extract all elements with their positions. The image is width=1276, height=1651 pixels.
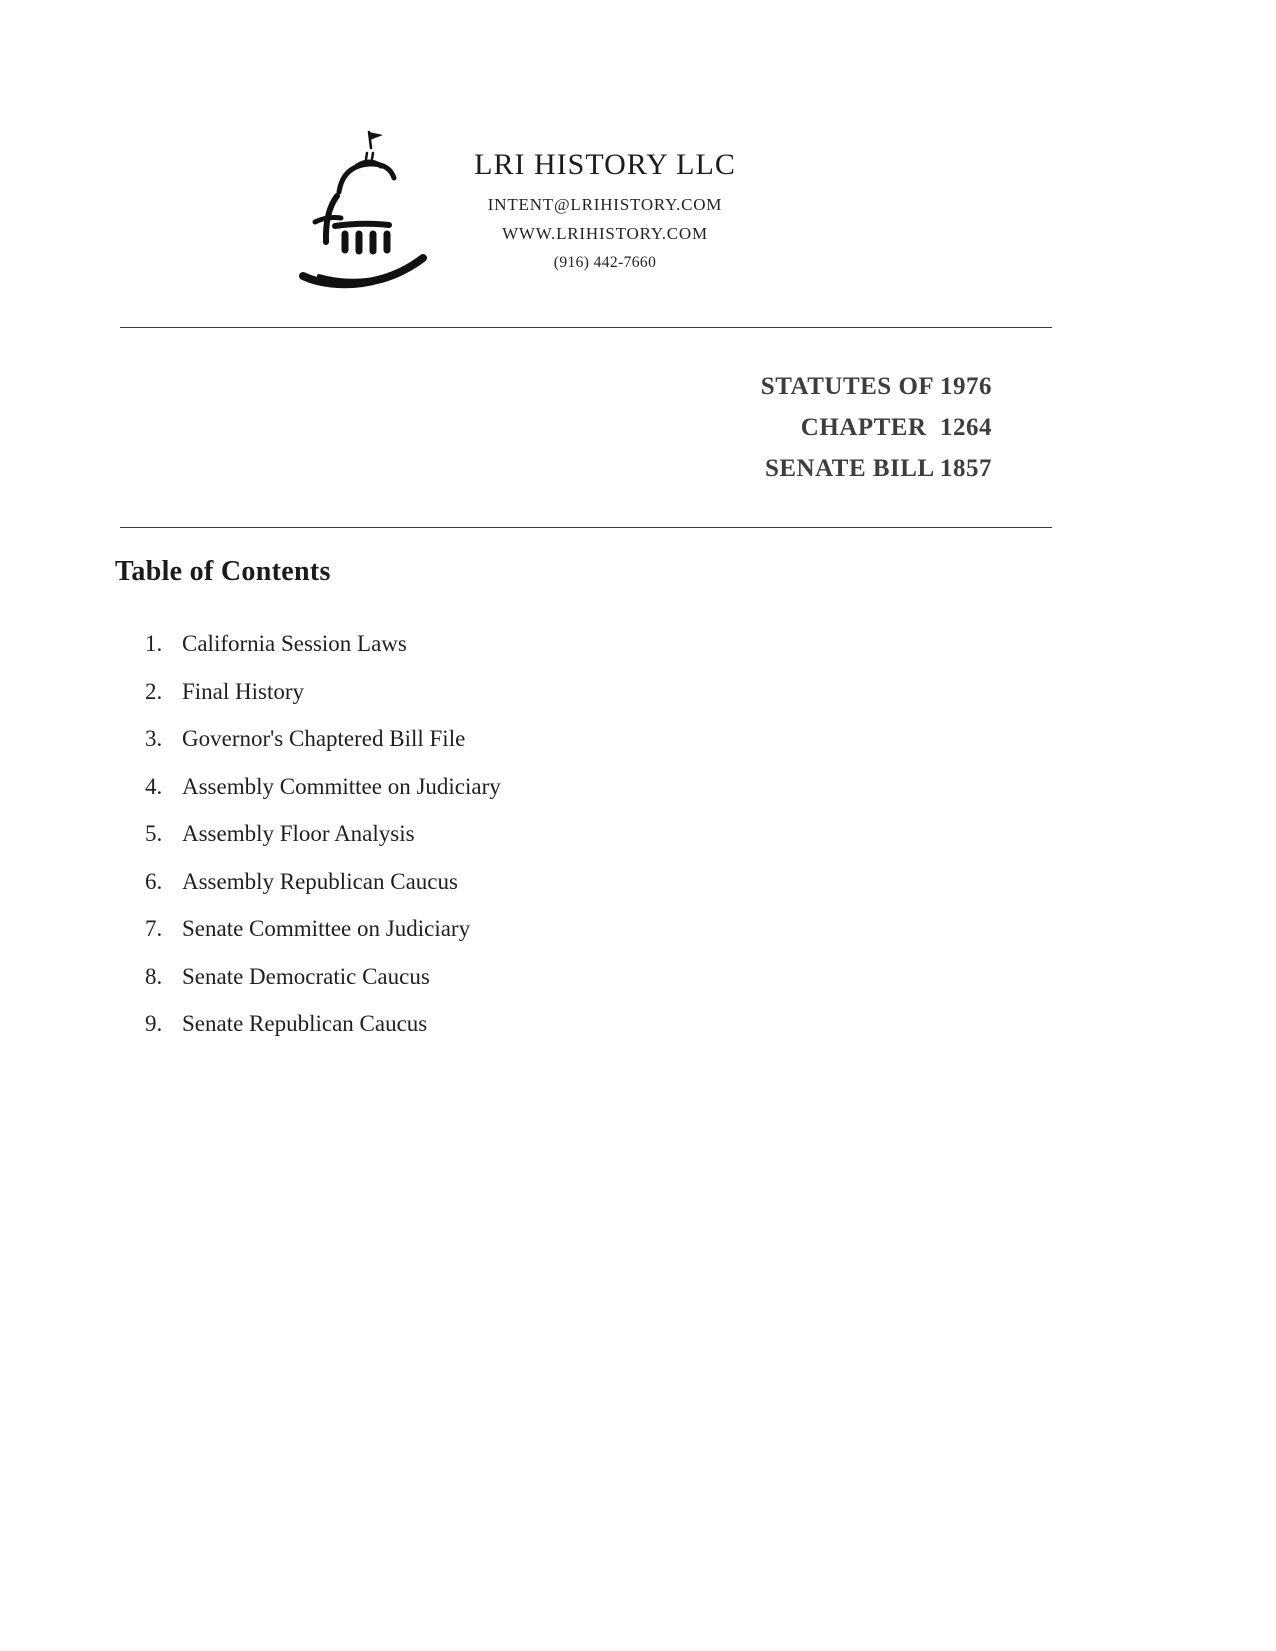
chapter-line: CHAPTER 1264 bbox=[800, 414, 992, 441]
toc-item-7: Senate Committee on Judiciary bbox=[182, 916, 471, 941]
toc-item-9: Senate Republican Caucus bbox=[182, 1011, 428, 1036]
toc-item-4: Assembly Committee on Judiciary bbox=[182, 773, 501, 799]
toc-item-2: Final History bbox=[182, 678, 305, 704]
statutes-year-line: STATUTES OF 1976 bbox=[760, 373, 992, 400]
letterhead bbox=[430, 148, 780, 272]
company-website: WWW.LRIHISTORY.COM bbox=[502, 224, 708, 243]
capitol-logo-icon bbox=[295, 126, 447, 294]
company-name: LRI HISTORY LLC bbox=[474, 148, 736, 181]
senate-bill-line: SENATE BILL 1857 bbox=[764, 455, 992, 482]
toc-item-1: California Session Laws bbox=[182, 631, 407, 656]
toc-list bbox=[145, 620, 501, 1048]
company-email: INTENT@LRIHISTORY.COM bbox=[487, 195, 723, 214]
toc-item-8: Senate Democratic Caucus bbox=[182, 963, 430, 989]
toc-item-5: Assembly Floor Analysis bbox=[182, 821, 415, 846]
company-phone: (916) 442-7660 bbox=[553, 254, 657, 271]
toc-item-6: Assembly Republican Caucus bbox=[182, 868, 458, 894]
toc-item-3: Governor's Chaptered Bill File bbox=[182, 726, 466, 751]
capitol-logo bbox=[295, 126, 447, 294]
toc-title: Table of Contents bbox=[115, 556, 331, 587]
statute-block bbox=[120, 366, 992, 489]
divider-bottom bbox=[120, 527, 1052, 528]
divider-top bbox=[120, 327, 1052, 328]
